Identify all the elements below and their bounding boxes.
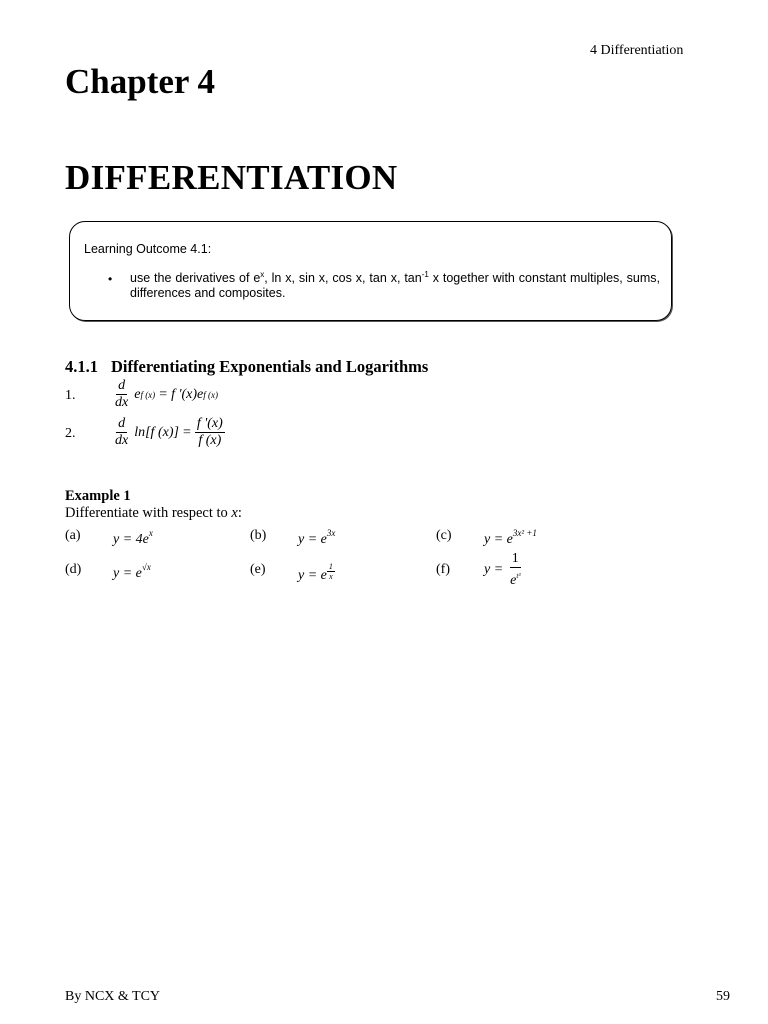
formula-number: 2. xyxy=(65,426,76,441)
part-c-expression: $y = e^{3x^2 +1}$ xyxy=(484,528,537,547)
learning-outcome-item: use the derivatives of $e^x$, ln x, sin x, cos x, tan x, $\tan^{-1} x$ together with constant multiples, sums, differences and composites. xyxy=(130,270,660,300)
running-header: 4 Differentiation xyxy=(590,43,684,58)
learning-outcome-heading: Learning Outcome 4.1: xyxy=(84,242,212,256)
example-heading: Example 1 xyxy=(65,488,131,504)
part-label: (b) xyxy=(250,528,267,543)
part-label: (d) xyxy=(65,562,82,577)
part-b-expression: $y = e^{3x}$ xyxy=(298,528,336,547)
formula-2: $\frac{d}{dx}$ ln[f (x)] = $\frac{f '(x)}{f (x)}$ xyxy=(115,416,223,448)
part-f-expression: y = $\frac{1}{e^{t^3}}$ xyxy=(484,551,521,588)
part-label: (c) xyxy=(436,528,452,543)
formula-number: 1. xyxy=(65,388,76,403)
section-number: 4.1.1 xyxy=(65,357,98,376)
footer-authors: By NCX & TCY xyxy=(65,989,161,1004)
bullet-icon: • xyxy=(108,272,113,286)
derivative-operator: $\frac{d}{dx}$ xyxy=(115,416,129,448)
chapter-label: Chapter 4 xyxy=(65,62,216,101)
section-heading xyxy=(65,357,428,377)
page-number: 59 xyxy=(716,989,730,1004)
example-instruction: Differentiate with respect to x: xyxy=(65,505,242,521)
part-label: (a) xyxy=(65,528,81,543)
formula-1: $\frac{d}{dx}$ e f (x) = f '(x)e f (x) xyxy=(115,378,218,410)
part-label: (f) xyxy=(436,562,450,577)
derivative-operator: $\frac{d}{dx}$ xyxy=(115,378,129,410)
chapter-title: DIFFERENTIATION xyxy=(65,158,398,197)
learning-outcome-box xyxy=(69,221,672,321)
section-title: Differentiating Exponentials and Logarithms xyxy=(111,357,429,376)
part-label: (e) xyxy=(250,562,266,577)
part-d-expression: $y = e^{√x}$ xyxy=(113,562,151,581)
part-e-expression: y = e $\frac{1}{x}$ xyxy=(298,562,333,583)
part-a-expression: $y = 4e^x$ xyxy=(113,528,153,547)
